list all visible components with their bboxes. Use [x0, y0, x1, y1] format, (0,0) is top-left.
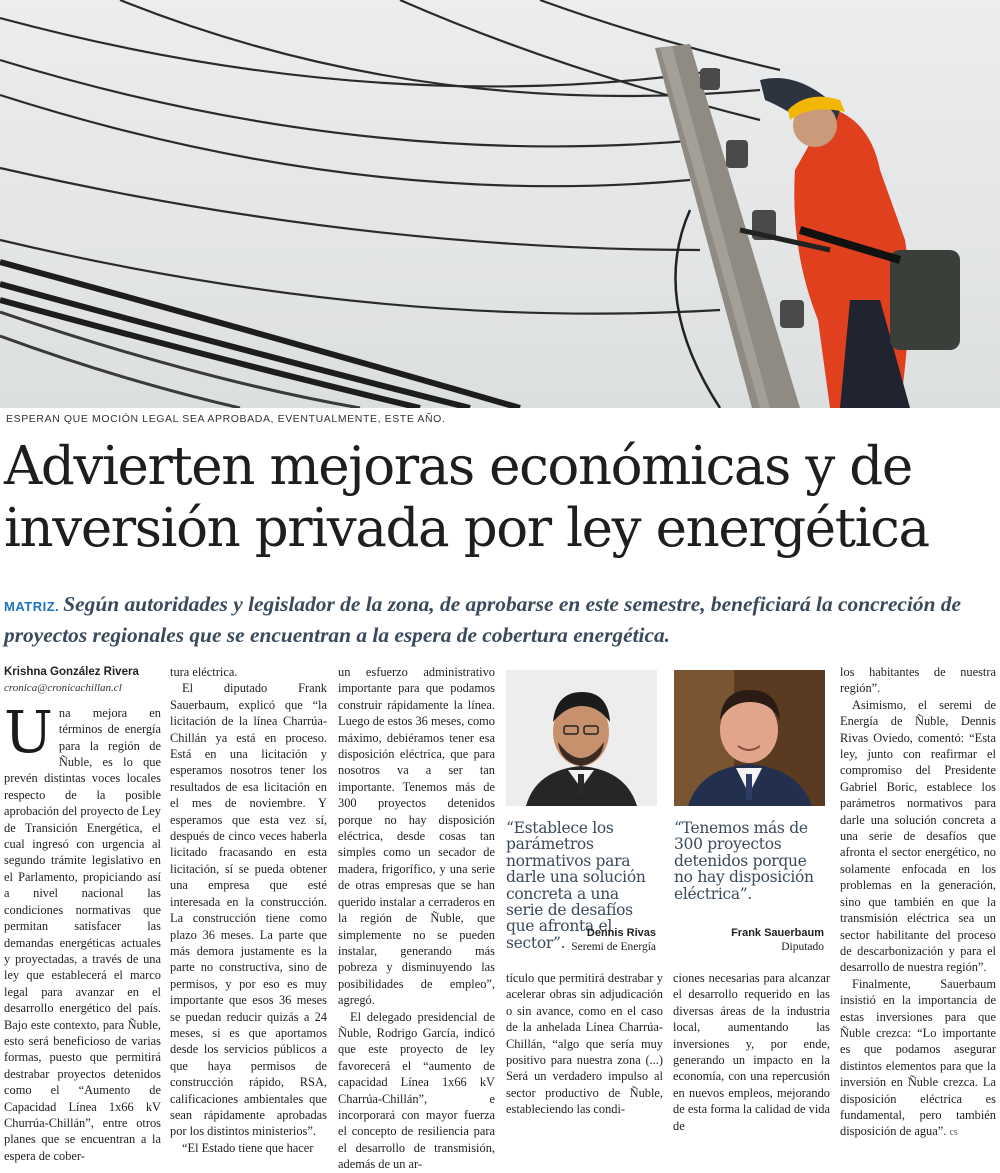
column-4-lower: tículo que permitirá destrabar y acelerar obras sin adjudicación o sin avance, como en el caso de la anhelada Línea Charrúa-Chillán, “algo que sería muy positivo para nuestra zona (...) Será un verdadero impulso al sector productivo de Ñuble, estableciendo las condi- [506, 971, 663, 1117]
byline-author: Krishna González Rivera [4, 666, 139, 678]
deck [4, 590, 994, 649]
quote-name-2: Frank Sauerbaum [731, 927, 824, 939]
column-3 [338, 664, 495, 1173]
quote-attribution-1 [506, 926, 656, 954]
pull-quote-2: “Tenemos más de 300 proyectos detenidos porque no hay disposición eléctrica”. [674, 819, 814, 903]
headline: Advierten mejoras económicas y de inversión privada por ley energética [4, 436, 929, 559]
column-2 [170, 664, 327, 1156]
body-text-col6a: los habitantes de nuestra región”. [840, 665, 996, 696]
body-text-col2c: “El Estado tiene que hacer [182, 1140, 314, 1155]
end-mark: cs [949, 1127, 958, 1139]
deck-kicker: MATRIZ. [4, 599, 60, 614]
body-text-col3a: un esfuerzo administrativo importante para que podamos construir rápidamente la línea. Luego de estos 36 meses, como máximo, debiéramos tener esa disposición eléctrica, que para nosotros va a ser tan importante. Tenemos más de 300 proyectos detenidos porque no hay disposición eléctrica, desde cosas tan simples como un secador de madera, frigorífico, y una serie de otras empresas que se han querido instalar a cerraderos en la región de Ñuble, que simplemente no se pueden instalar, generando más pobreza y disminuyendo las posibilidades de empleo”, agregó. [338, 665, 495, 1008]
body-text-col6c [840, 976, 996, 1142]
drop-cap: U [4, 697, 53, 766]
photo-caption: ESPERAN QUE MOCIÓN LEGAL SEA APROBADA, EVENTUALMENTE, ESTE AÑO. [6, 413, 446, 425]
portrait-dennis-rivas [506, 670, 657, 806]
body-paragraph [4, 697, 161, 1164]
column-6 [840, 664, 996, 1142]
byline-email: cronica@cronicachillan.cl [4, 682, 122, 695]
quote-role-2: Diputado [781, 941, 824, 953]
pull-quote-1: “Establece los parámetros normativos para darle una solución concreta a una serie de desafíos que afronta el sector”. [506, 819, 646, 952]
quote-attribution-2 [674, 926, 824, 954]
body-text-col2b: El diputado Frank Sauerbaum, explicó que “la licitación de la línea Charrúa-Chillán ya está en proceso. Está en una licitación y esperamos nosotros tener los resultados de esa licitación en el mes de noviembre. Y esperamos que esta vez sí, después de cinco veces haberla licitado fracasando en esta licitación, sí se pueda obtener una empresa que esté interesada en la construcción. La construcción tiene como plazo 36 meses. La parte que más demora justamente es la parte no constructiva, sino de permisos, y por eso es muy importante que esos 36 meses se puedan reducir quizás a 24 meses, si es que aportamos desde los servicios públicos a que haya permisos de construcción rápido, RSA, calificaciones ambientales que sean rápidamente aprobadas por los distintos ministerios”. [170, 681, 327, 1139]
portrait-frank-sauerbaum [674, 670, 825, 806]
quote-name-1: Dennis Rivas [586, 927, 656, 939]
body-text-col2a: tura eléctrica. [170, 665, 238, 679]
lineworker-illustration [0, 0, 1000, 408]
column-1 [4, 664, 161, 1164]
hero-photo [0, 0, 1000, 408]
body-text-col3b: El delegado presidencial de Ñuble, Rodrigo García, indicó que este proyecto de ley favorecerá el “aumento de capacidad Línea 1x66 kV Charrúa-Chillán”, e incorporará con mayor fuerza el concepto de resiliencia para el desarrollo de transmisión, además de un ar- [338, 1009, 495, 1172]
deck-text: Según autoridades y legislador de la zona, de aprobarse en este semestre, beneficiará la concreción de proyectos regionales que se encuentran a la espera de cobertura energética. [4, 592, 961, 647]
body-text-col1: na mejora en términos de energía para la región de Ñuble, es lo que prevén distintas voces locales respecto de la posible aprobación del proyecto de Ley de Transición Energética, el cual ingresó con urgencia al segundo trámite legislativo en el Parlamento, propiciando así a nivel nacional las condiciones normativas que permitan satisfacer las demandas energéticas actuales y proyectadas, a través de una ley que establecerá el marco legal para avanzar en el desarrollo energético del país. Bajo este contexto, para Ñuble, esto será beneficioso de varias formas, puesto que permitirá destrabar proyectos detenidos como el “Aumento de Capacidad Línea 1x66 kV Churrúa-Chillán”, entre otros planes que se encuentran a la espera de cober- [4, 705, 161, 1163]
body-text-col6c-text: Finalmente, Sauerbaum insistió en la importancia de estas inversiones para que Ñuble crezca: “Lo importante es que podamos asegurar distintos elementos para que la inversión en Ñuble crezca. La disposición eléctrica es fundamental, pero también disposición de agua”. [840, 976, 996, 1139]
column-5-lower: ciones necesarias para alcanzar el desarrollo requerido en las diversas áreas de la industria local, aumentando las inversiones y, por ende, generando un impacto en la economía, con una repercusión en nuevos empleos, mejorando de esta forma la calidad de vida de [673, 971, 830, 1133]
quote-role-1: Seremi de Energía [571, 941, 656, 953]
body-text-col6b: Asimismo, el seremi de Energía de Ñuble, Dennis Rivas Oviedo, comentó: “Esta ley, junto con reafirmar el compromiso del Presidente Gabriel Boric, establece los parámetros normativos para darle una solución concreta a una serie de desafíos que afronta el sector energético, no solamente enfocada en los problemas en la generación, sino que también en que la transmisión eléctrica sea un sector habilitante del proceso de descarbonización y para el desarrollo de nuestra región”. [840, 697, 996, 975]
